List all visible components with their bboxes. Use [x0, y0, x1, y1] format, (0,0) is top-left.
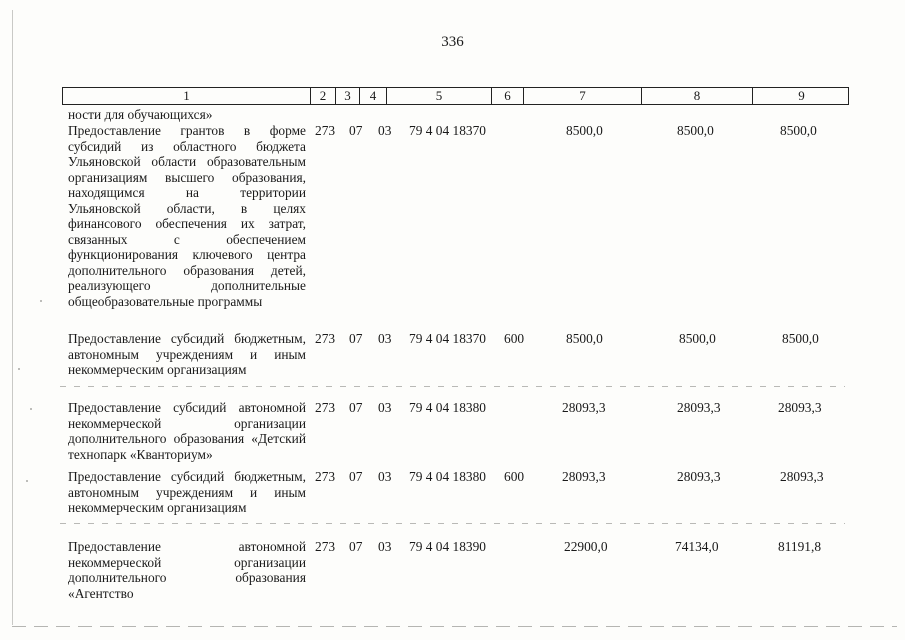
cell-amount-9: 28093,3 — [780, 469, 824, 484]
table-row-name: Предоставление субсидий бюджетным, автономным учреждениям и иным некоммерческим организациям — [68, 331, 306, 377]
cell-code: 273 — [315, 400, 336, 415]
cell-article: 79 4 04 18370 — [409, 331, 486, 346]
cell-article: 79 4 04 18390 — [409, 539, 486, 554]
cell-section: 07 — [349, 400, 363, 415]
cell-subsection: 03 — [378, 331, 392, 346]
cell-subsection: 03 — [378, 400, 392, 415]
cell-amount-8: 74134,0 — [675, 539, 719, 554]
cell-type: 600 — [504, 331, 525, 346]
scan-artifact — [18, 368, 20, 370]
table-row-name: Предоставление грантов в форме субсидий из областного бюджета Ульяновской области образовательным организациям высшего образования, находящимся на территории Ульяновской области, в целях финансового обеспечения их затрат, связанных с обеспечением функционирования ключевого центра дополнительного образования детей, реализующего дополнительные общеобразовательные программы — [68, 123, 306, 309]
page-edge-bottom — [12, 626, 897, 627]
header-cell-6: 6 — [492, 88, 524, 104]
cell-amount-8: 28093,3 — [677, 400, 721, 415]
cell-section: 07 — [349, 123, 363, 138]
cell-section: 07 — [349, 469, 363, 484]
cell-amount-8: 28093,3 — [677, 469, 721, 484]
cell-article: 79 4 04 18370 — [409, 123, 486, 138]
scan-artifact — [40, 300, 42, 302]
scan-artifact — [30, 408, 32, 410]
cell-amount-8: 8500,0 — [679, 331, 716, 346]
cell-code: 273 — [315, 123, 336, 138]
cell-article: 79 4 04 18380 — [409, 469, 486, 484]
cell-subsection: 03 — [378, 123, 392, 138]
page-edge — [12, 10, 13, 625]
table-row-name: Предоставление субсидий автономной некоммерческой организации дополнительного образования «Детский технопарк «Кванториум» — [68, 400, 306, 462]
cell-amount-7: 28093,3 — [562, 400, 606, 415]
header-cell-8: 8 — [642, 88, 753, 104]
header-cell-5: 5 — [387, 88, 492, 104]
cell-code: 273 — [315, 469, 336, 484]
cell-subsection: 03 — [378, 539, 392, 554]
cell-amount-9: 8500,0 — [782, 331, 819, 346]
scan-artifact — [26, 480, 28, 482]
cell-section: 07 — [349, 539, 363, 554]
cell-article: 79 4 04 18380 — [409, 400, 486, 415]
cell-section: 07 — [349, 331, 363, 346]
cell-code: 273 — [315, 539, 336, 554]
header-cell-9: 9 — [798, 88, 805, 103]
scan-artifact — [60, 523, 845, 524]
table-row-name: Предоставление субсидий бюджетным, автономным учреждениям и иным некоммерческим организациям — [68, 469, 306, 515]
cell-amount-8: 8500,0 — [677, 123, 714, 138]
cell-amount-7: 22900,0 — [564, 539, 608, 554]
table-row-name: Предоставление автономной некоммерческой организации дополнительного образования «Агентство — [68, 539, 306, 601]
table-header — [62, 87, 849, 105]
header-cell-3: 3 — [336, 88, 360, 104]
page-number: 336 — [441, 34, 464, 50]
cell-amount-9: 81191,8 — [778, 539, 822, 554]
cell-type: 600 — [504, 469, 525, 484]
cell-amount-7: 28093,3 — [562, 469, 606, 484]
header-cell-1: 1 — [63, 88, 311, 104]
cell-subsection: 03 — [378, 469, 392, 484]
cell-code: 273 — [315, 331, 336, 346]
scan-artifact — [60, 386, 845, 387]
cell-amount-9: 28093,3 — [778, 400, 822, 415]
continuation-text: ности для обучающихся» — [68, 107, 213, 122]
cell-amount-7: 8500,0 — [566, 123, 603, 138]
header-cell-2: 2 — [311, 88, 336, 104]
header-cell-4: 4 — [360, 88, 387, 104]
header-cell-7: 7 — [524, 88, 642, 104]
cell-amount-9: 8500,0 — [780, 123, 817, 138]
cell-amount-7: 8500,0 — [566, 331, 603, 346]
